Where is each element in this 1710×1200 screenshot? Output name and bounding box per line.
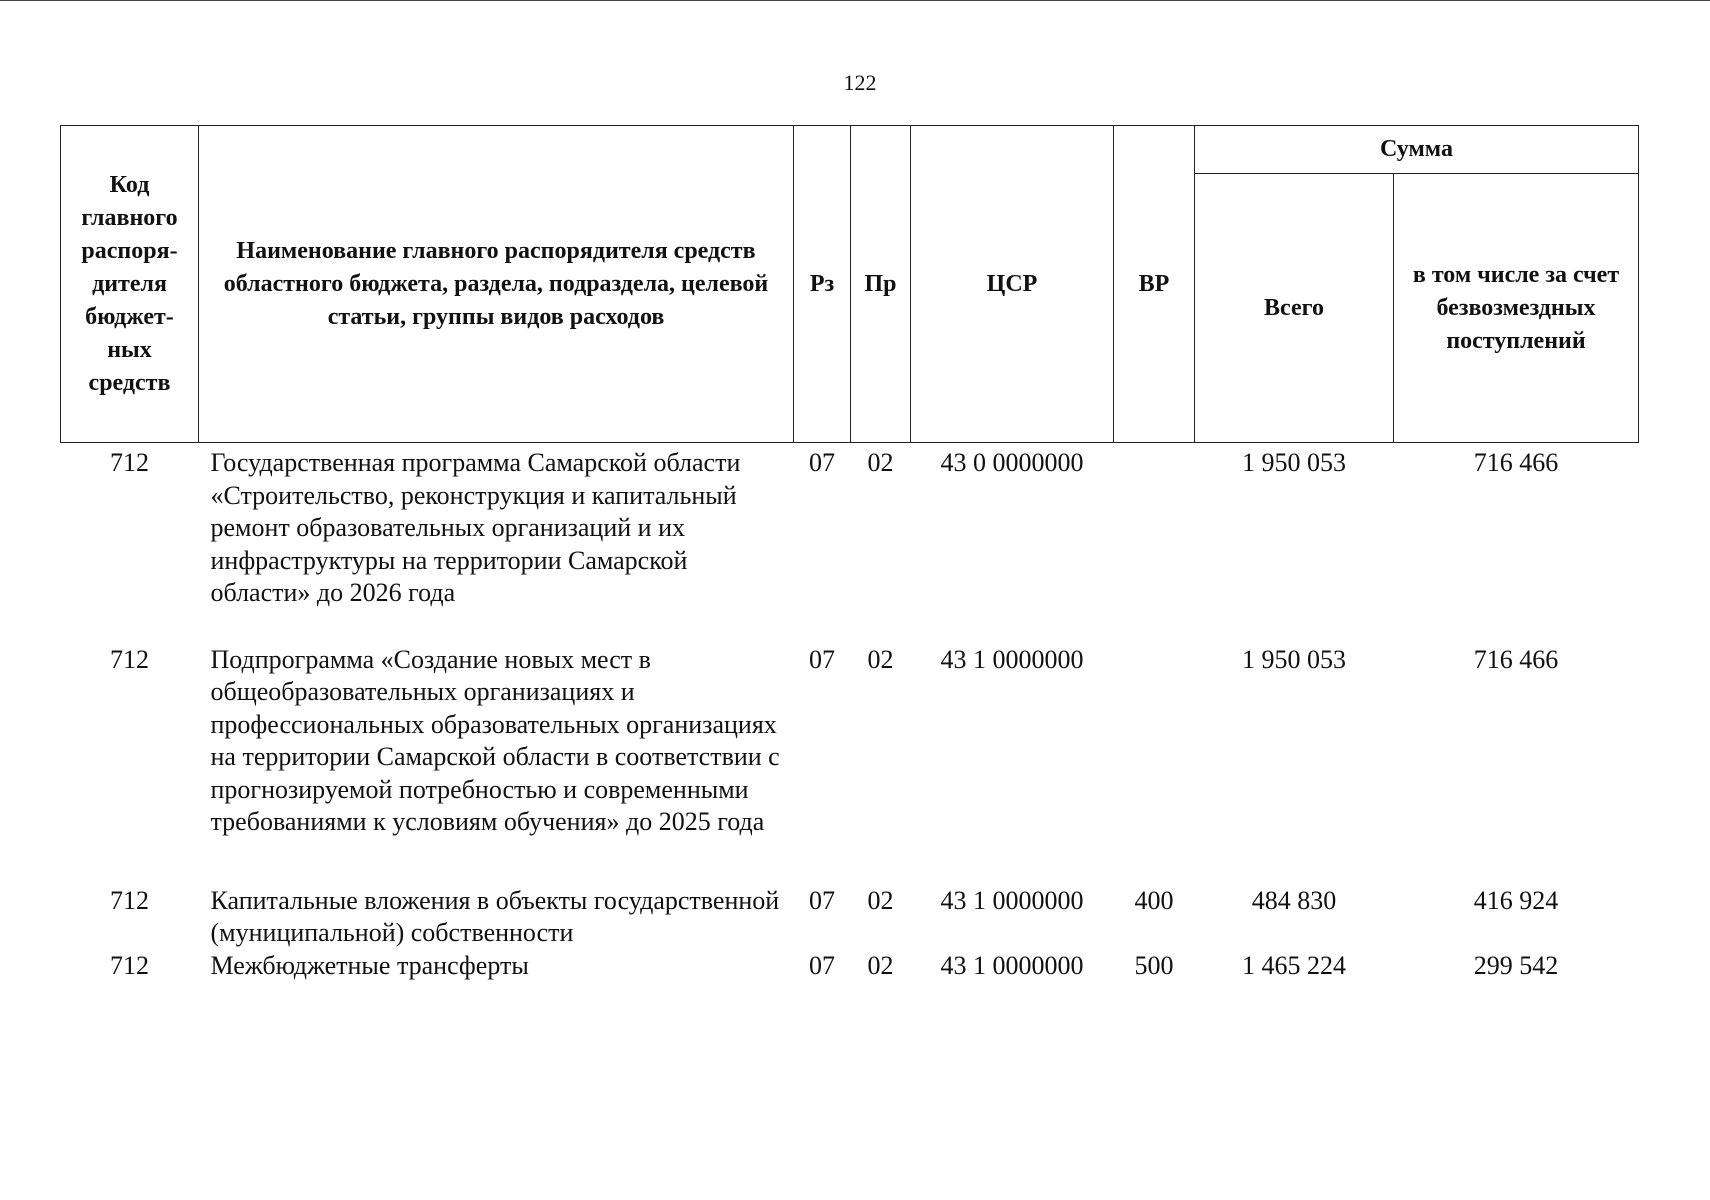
cell-vr [1114, 636, 1195, 885]
table-body [61, 443, 1639, 983]
cell-name: Капитальные вложения в объекты государственной (муниципальной) собственности [210, 885, 780, 947]
cell-grant: 716 466 [1473, 644, 1559, 674]
cell-csr: 43 0 0000000 [940, 448, 1084, 477]
header-rz: Рз [794, 126, 851, 443]
page-number: 122 [843, 70, 877, 95]
page-top-edge [0, 0, 1710, 1]
cell-total: 1 950 053 [1242, 644, 1346, 674]
cell-rz: 07 [809, 950, 835, 980]
header-name: Наименование главного распорядителя средств областного бюджета, раздела, подраздела, целевой статьи, группы видов расходов [199, 126, 794, 443]
cell-pr: 02 [867, 950, 894, 980]
header-vr: ВР [1114, 126, 1195, 443]
cell-pr: 02 [867, 644, 894, 674]
cell-grant: 416 924 [1473, 885, 1559, 915]
header-pr: Пр [851, 126, 911, 443]
table-row [61, 885, 1639, 950]
cell-code: 712 [110, 448, 149, 477]
cell-name: Государственная программа Самарской области «Строительство, реконструкция и капитальный ремонт образовательных организаций и их инфраструктуры на территории Самарской области» до 2026 года [210, 448, 741, 607]
cell-grant: 716 466 [1473, 448, 1559, 477]
header-code: Код главного распоря- дителя бюджет- ных средств [61, 126, 199, 443]
cell-pr: 02 [867, 448, 894, 477]
cell-total: 1 465 224 [1242, 950, 1346, 980]
cell-name: Подпрограмма «Создание новых мест в общеобразовательных организациях и профессиональных образовательных организациях на территории Самарской области в соответствии с прогнозируемой потребностью и современными требованиями к условиям обучения» до 2025 года [210, 644, 780, 836]
table-row [61, 636, 1639, 885]
cell-rz: 07 [809, 885, 835, 915]
cell-rz: 07 [809, 644, 835, 674]
cell-csr: 43 1 0000000 [940, 950, 1084, 980]
table-row [61, 443, 1639, 636]
cell-total: 1 950 053 [1242, 448, 1346, 477]
cell-vr: 500 [1134, 950, 1174, 980]
header-csr: ЦСР [911, 126, 1114, 443]
budget-table [60, 125, 1639, 982]
cell-code: 712 [110, 644, 149, 674]
table-row [61, 950, 1639, 983]
cell-code: 712 [110, 885, 149, 915]
cell-csr: 43 1 0000000 [940, 644, 1084, 674]
header-row-1 [61, 126, 1639, 174]
cell-code: 712 [110, 950, 149, 980]
cell-pr: 02 [867, 885, 894, 915]
cell-csr: 43 1 0000000 [940, 885, 1084, 915]
header-grant: в том числе за счет безвозмездных поступлений [1394, 174, 1639, 443]
cell-name: Межбюджетные трансферты [210, 950, 529, 980]
cell-vr [1114, 443, 1195, 636]
header-sum: Сумма [1195, 126, 1639, 174]
cell-total: 484 830 [1251, 885, 1337, 915]
cell-rz: 07 [809, 448, 835, 477]
table-header [61, 126, 1639, 443]
cell-grant: 299 542 [1473, 950, 1559, 980]
cell-vr: 400 [1134, 885, 1174, 915]
header-total: Всего [1195, 174, 1394, 443]
